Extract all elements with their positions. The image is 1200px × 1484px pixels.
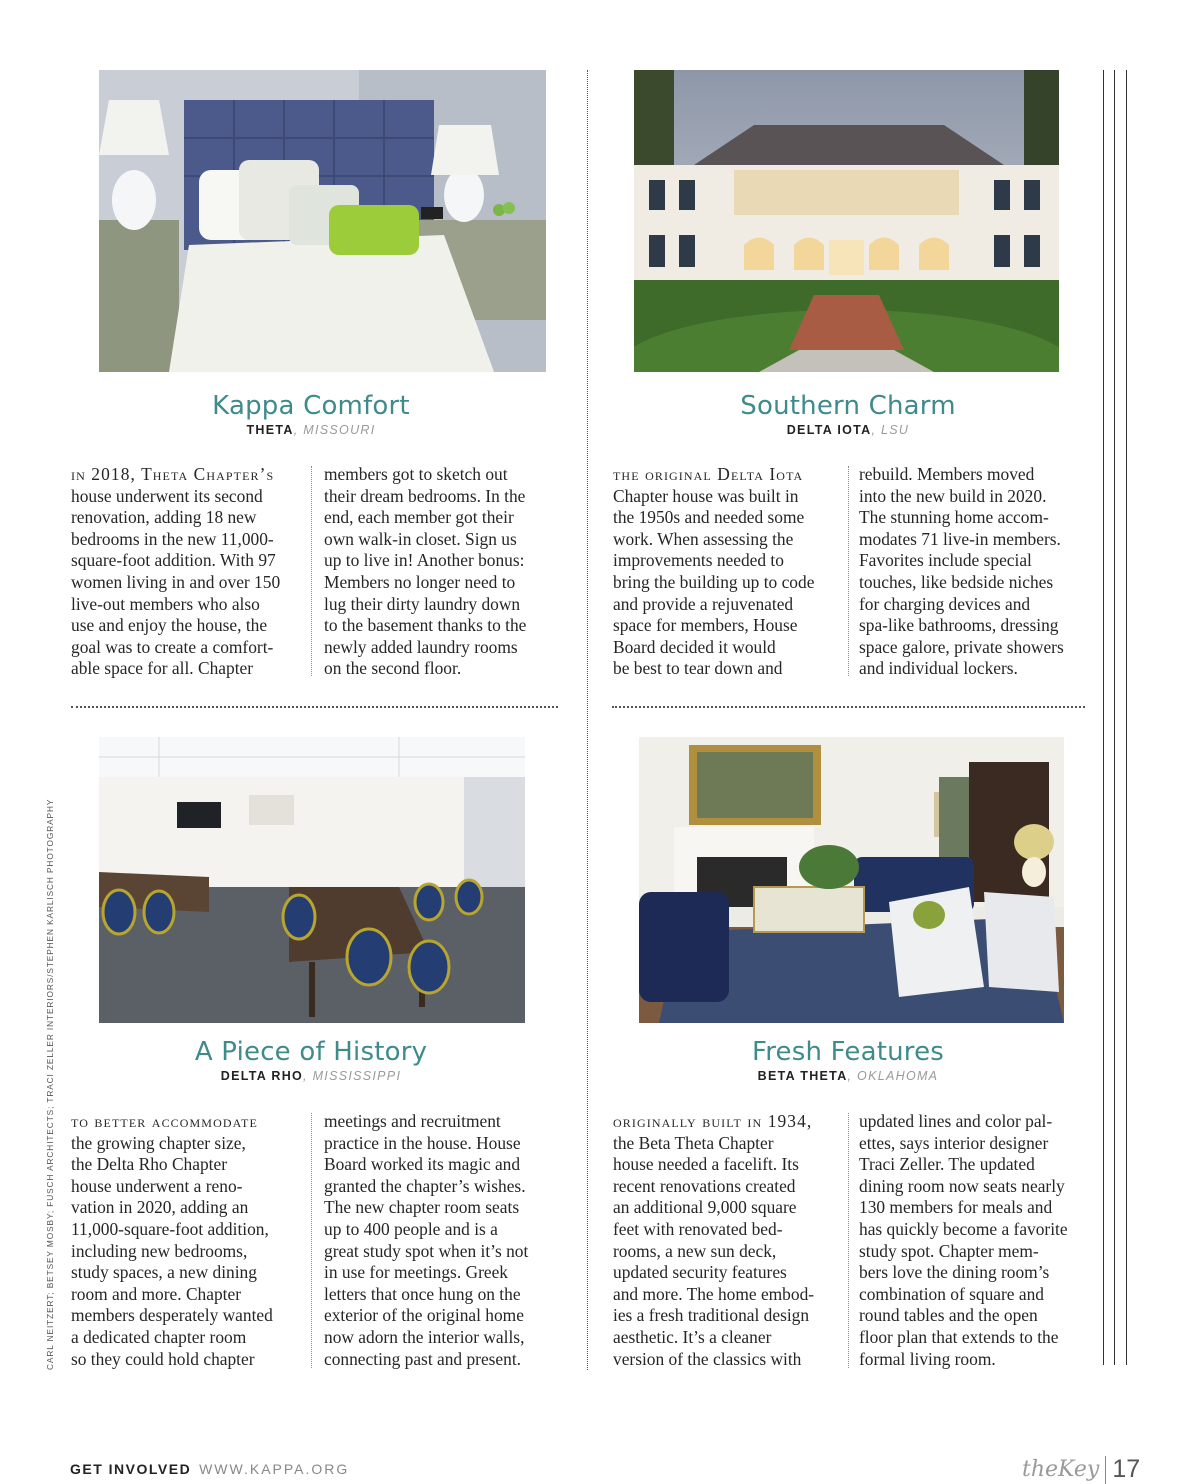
body-column-left (613, 1111, 845, 1370)
section-title: Fresh Features (751, 1037, 945, 1067)
chapter-location: , OKLAHOMA (847, 1069, 939, 1083)
lead-in: in 2018, Theta Chapter’s (71, 464, 275, 484)
section-title: Southern Charm (740, 391, 956, 421)
body-column-left (71, 464, 303, 680)
column-divider (311, 466, 312, 676)
body-column-right (859, 1111, 1091, 1370)
section-heading-kappa-comfort (70, 391, 552, 437)
section-heading-fresh-features (612, 1037, 1084, 1083)
chapter-name: DELTA RHO (220, 1069, 304, 1083)
body-column-left (71, 1111, 307, 1370)
chapter-location: , MISSOURI (293, 423, 376, 437)
section-separator-right (612, 706, 1085, 708)
body-text: Chapter house was built in the 1950s and needed some work. When assessing the improvements needed to bring the building up to code and provide a rejuvenated space for members, House Board decided it would be best to tear down and (613, 485, 815, 679)
chapter-name: THETA (246, 423, 294, 437)
section-title: A Piece of History (194, 1037, 428, 1067)
footer-get-involved (70, 1461, 349, 1477)
center-divider (587, 70, 588, 1370)
body-column-right (859, 464, 1091, 680)
column-divider (848, 466, 849, 676)
page-number: 17 (1112, 1455, 1141, 1483)
body-text: house underwent its second renovation, adding 18 new bedrooms in the new 11,000- square-foot addition. With 97 women living in and over 150 live-out members who also use and enjoy the house, the goal was to create a comfort- able space for all. Chapter (71, 485, 281, 679)
chapter-location: , LSU (871, 423, 910, 437)
column-divider (311, 1113, 312, 1368)
section-heading-southern-charm (612, 391, 1084, 437)
margin-rule (1103, 70, 1104, 1365)
website-link[interactable]: WWW.KAPPA.ORG (199, 1461, 350, 1477)
body-text: the growing chapter size, the Delta Rho Chapter house underwent a reno- vation in 2020, adding an 11,000-square-foot addition, including new bedrooms, study spaces, a new dining room and more. Chapter members desperately wanted a dedicated chapter room so they could hold chapter (71, 1132, 273, 1369)
body-text: the Beta Theta Chapter house needed a facelift. Its recent renovations created an additional 9,000 square feet with renovated bed- rooms, a new sun deck, updated security features and more. The home embod- ies a fresh traditional design aesthetic. It’s a cleaner version of the classics with (613, 1132, 815, 1369)
body-column-left (613, 464, 845, 680)
body-column-right (324, 464, 556, 680)
chapter-line (70, 423, 552, 437)
footer-page-marker (1022, 1455, 1140, 1484)
body-text: rebuild. Members moved into the new build in 2020. The stunning home accom- modates 71 live-in members. Favorites include special touches, like bedside niches for charging devices and spa-like bathrooms, dressing space galore, private showers and individual lockers. (859, 464, 1064, 679)
body-text: meetings and recruitment practice in the house. House Board worked its magic and granted the chapter’s wishes. The new chapter room seats up to 400 people and is a great study spot when it’s not in use for meetings. Greek letters that once hung on the exterior of the original home now adorn the interior walls, connecting past and present. (324, 1111, 529, 1369)
chapter-line (612, 1069, 1084, 1083)
lead-in: the original Delta Iota (613, 464, 804, 484)
body-text: members got to sketch out their dream bedrooms. In the end, each member got their own walk-in closet. Sign us up to live in! Another bonus: Members no longer need to lug their dirty laundry down to the basement thanks to the newly added laundry rooms on the second floor. (324, 464, 527, 679)
chapter-line (70, 1069, 552, 1083)
section-title: Kappa Comfort (212, 391, 410, 421)
divider (1105, 1456, 1106, 1484)
living-room-photo (639, 737, 1064, 1023)
column-divider (848, 1113, 849, 1368)
lead-in: to better accommodate (71, 1111, 258, 1131)
chapter-name: DELTA IOTA (786, 423, 872, 437)
dining-room-photo (99, 737, 525, 1023)
chapter-line (612, 423, 1084, 437)
section-heading-a-piece-of-history (70, 1037, 552, 1083)
lead-in: originally built in 1934, (613, 1111, 813, 1131)
body-column-right (324, 1111, 556, 1370)
bedroom-photo (99, 70, 546, 372)
margin-rule (1114, 70, 1115, 1365)
get-involved-label: GET INVOLVED (70, 1461, 192, 1477)
photo-credit: CARL NEITZERT; BETSEY MOSBY; FUSCH ARCHITECTS; TRACI ZELLER INTERIORS/STEPHEN KARLISCH PHOTOGRAPHY (45, 798, 55, 1370)
section-separator-left (71, 706, 558, 708)
chapter-location: , MISSISSIPPI (303, 1069, 402, 1083)
magazine-logo: theKey (1022, 1457, 1100, 1482)
house-exterior-photo (634, 70, 1059, 372)
chapter-name: BETA THETA (757, 1069, 848, 1083)
body-text: updated lines and color pal- ettes, says interior designer Traci Zeller. The updated dining room now seats nearly 130 members for meals and has quickly become a favorite study spot. Chapter mem- bers love the dining room’s combination of square and round tables and the open floor plan that extends to the formal living room. (859, 1111, 1068, 1369)
margin-rule (1126, 70, 1127, 1365)
